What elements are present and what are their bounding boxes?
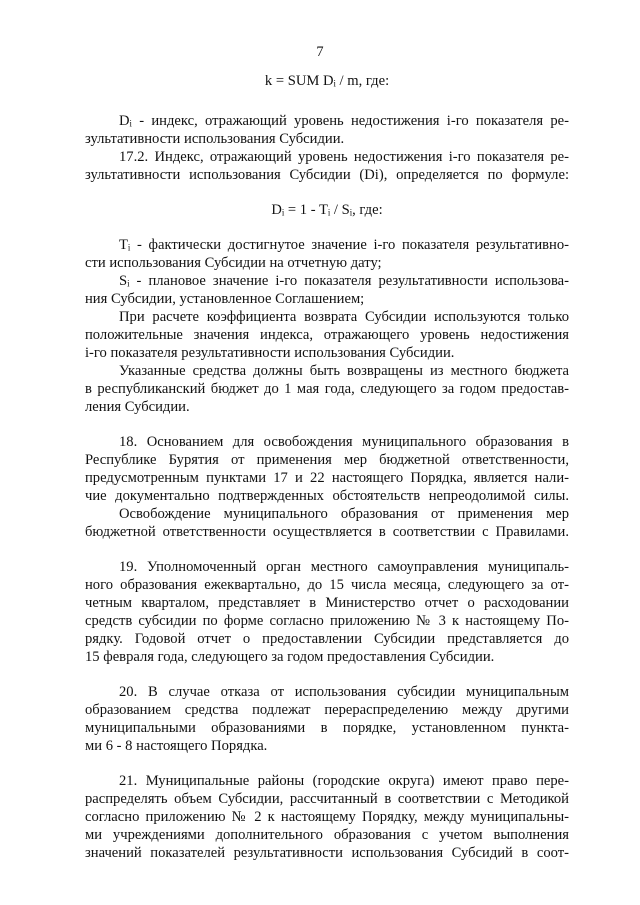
- text-line: ления Субсидии.: [85, 399, 190, 415]
- text-line: предусмотренным пунктами 17 и 22 настоящего Порядка, является нали-: [85, 470, 569, 486]
- text-line: положительные значения индекса, отражающего уровень недостижения: [85, 327, 569, 343]
- text-line: 20. В случае отказа от использования субсидии муниципальным: [119, 684, 569, 700]
- text-line: значений показателей результативности использования Субсидий в соот-: [85, 845, 569, 861]
- text-line: ми учреждениями дополнительного образования с учетом выполнения: [85, 827, 569, 843]
- text-line: четным кварталом, представляет в Министерство отчет о расходовании: [85, 595, 569, 611]
- page-number: 7: [316, 44, 324, 60]
- text-line: 19. Уполномоченный орган местного самоуправления муниципаль-: [119, 559, 569, 575]
- text-line: Sᵢ - плановое значение i-го показателя результативности использова-: [119, 273, 569, 289]
- text-line: чие документально подтвержденных обстоятельств непреодолимой силы.: [85, 488, 569, 504]
- text-line: зультативности использования Субсидии.: [85, 131, 345, 147]
- text-line: Республике Бурятия от применения мер бюджетной ответственности,: [85, 452, 569, 468]
- text-line: ния Субсидии, установленное Соглашением;: [85, 291, 365, 307]
- text-line: ми 6 - 8 настоящего Порядка.: [85, 738, 268, 754]
- formula-line: Dᵢ = 1 - Tᵢ / Sᵢ, где:: [271, 202, 383, 218]
- text-line: сти использования Субсидии на отчетную дату;: [85, 255, 382, 271]
- text-line: распределять объем Субсидии, рассчитанный в соответствии с Методикой: [85, 791, 569, 807]
- text-line: Tᵢ - фактически достигнутое значение i-го показателя результативно-: [119, 237, 569, 253]
- text-line: 17.2. Индекс, отражающий уровень недостижения i-го показателя ре-: [119, 149, 569, 165]
- text-line: 15 февраля года, следующего за годом предоставления Субсидии.: [85, 649, 495, 665]
- text-line: 18. Основанием для освобождения муниципального образования в: [119, 434, 569, 450]
- text-line: Указанные средства должны быть возвращены из местного бюджета: [119, 363, 569, 379]
- text-line: муниципальными образованиями в порядке, установленном пункта-: [85, 720, 569, 736]
- text-line: в республиканский бюджет до 1 мая года, следующего за годом предостав-: [85, 381, 569, 397]
- text-line: бюджетной ответственности осуществляется в соответствии с Правилами.: [85, 524, 569, 540]
- text-line: рядку. Годовой отчет о предоставлении Субсидии представляется до: [85, 631, 569, 647]
- text-line: Dᵢ - индекс, отражающий уровень недостижения i-го показателя ре-: [119, 113, 569, 129]
- text-line: образованием средства подлежат перераспределению между другими: [85, 702, 569, 718]
- formula-line: k = SUM Dᵢ / m, где:: [264, 73, 390, 89]
- text-line: согласно приложению № 2 к настоящему Порядку, между муниципальны-: [85, 809, 569, 825]
- text-line: i-го показателя результативности использования Субсидии.: [85, 345, 455, 361]
- text-line: Освобождение муниципального образования от применения мер: [119, 506, 569, 522]
- text-line: зультативности использования Субсидии (Di), определяется по формуле:: [85, 167, 569, 183]
- text-line: ного образования ежеквартально, до 15 числа месяца, следующего за от-: [85, 577, 569, 593]
- text-line: 21. Муниципальные районы (городские округа) имеют право пере-: [119, 773, 569, 789]
- text-line: средств субсидии по форме согласно приложению № 3 к настоящему По-: [85, 613, 569, 629]
- text-line: При расчете коэффициента возврата Субсидии используются только: [119, 309, 569, 325]
